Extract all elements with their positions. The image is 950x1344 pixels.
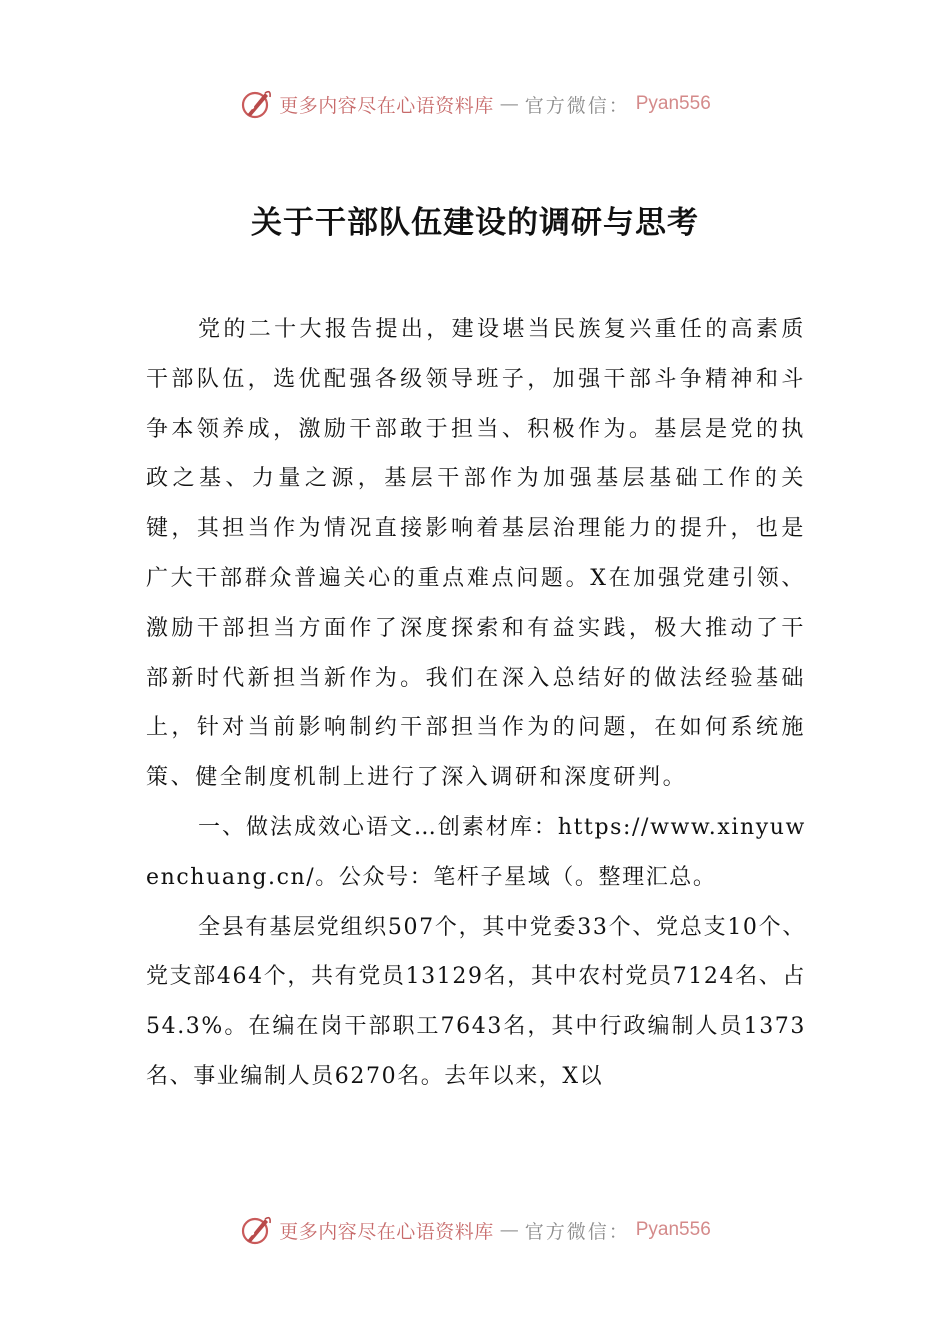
paragraph-statistics: 全县有基层党组织507个，其中党委33个、党总支10个、党支部464个，共有党员13129名，其中农村党员7124名、占54.3%。在编在岗干部职工7643名，其中行政编制人员1373名、事业编制人员6270名。去年以来，X以	[146, 914, 806, 1089]
watermark-dash: —	[499, 93, 519, 115]
watermark-official-label: 官方微信：	[524, 1220, 630, 1243]
quill-logo-icon	[239, 1213, 273, 1247]
watermark-wechat-id: Pyan556	[635, 93, 711, 114]
paragraph-intro: 党的二十大报告提出，建设堪当民族复兴重任的高素质干部队伍，选优配强各级领导班子，加强干部斗争精神和斗争本领养成，激励干部敢于担当、积极作为。基层是党的执政之基、力量之源，基层干部作为加强基层基础工作的关键，其担当作为情况直接影响着基层治理能力的提升，也是广大干部群众普遍关心的重点难点问题。X在加强党建引领、激励干部担当方面作了深度探索和有益实践，极大推动了干部新时代新担当新作为。我们在深入总结好的做法经验基础上，针对当前影响制约干部担当作为的问题，在如何系统施策、健全制度机制上进行了深入调研和深度研判。	[146, 317, 806, 791]
footer-watermark	[0, 1210, 950, 1250]
document-title: 关于干部队伍建设的调研与思考	[251, 204, 699, 241]
paragraph-section-heading: 一、做法成效心语文…创素材库：https://www.xinyuwenchuang.cn/。公众号：笔杆子星域（。整理汇总。	[146, 814, 806, 890]
watermark-dash: —	[499, 1219, 519, 1241]
watermark-main-text: 更多内容尽在心语资料库	[279, 1220, 494, 1243]
header-watermark	[0, 84, 950, 124]
watermark-official-label: 官方微信：	[524, 94, 630, 117]
document-body	[146, 305, 806, 1102]
quill-logo-icon	[239, 87, 273, 121]
watermark-wechat-id: Pyan556	[635, 1219, 711, 1240]
watermark-main-text: 更多内容尽在心语资料库	[279, 94, 494, 117]
